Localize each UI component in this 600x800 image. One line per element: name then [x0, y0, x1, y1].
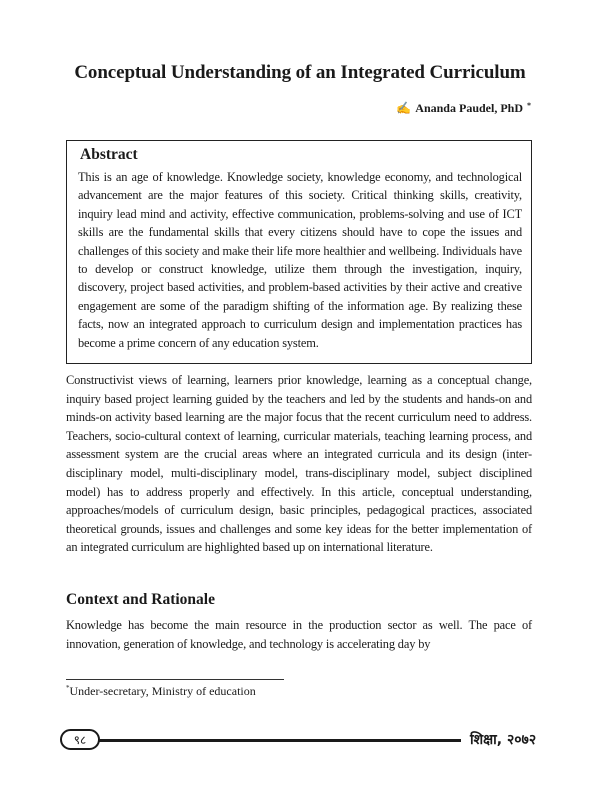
- abstract-text: This is an age of knowledge. Knowledge society, knowledge economy, and technological advancement are the major features of this society. Critical thinking skills, creativity, inquiry lead mind and activity, effective communication, problems-solving and use of ICT skills are the fundamental skills that every citizens should have to cope the issues and challenges of this society and make their life more healthier and wellbeing. Individuals have to develop or construct knowledge, utilize them through the investigation, inquiry, discovery, project based activities, and problem-based activities by their active and creative engagement are some of the paradigm shifting of the information age. By realizing these facts, now an integrated approach to curriculum design and implementation practices has become a prime concern of any education system.: [78, 170, 522, 350]
- journal-name: शिक्षा, २०७२: [470, 732, 537, 748]
- footnote-divider: [66, 679, 284, 680]
- author-line: [396, 101, 531, 116]
- footnote-text: Under-secretary, Ministry of education: [69, 684, 256, 698]
- abstract-heading: Abstract: [80, 146, 138, 163]
- abstract-box: [66, 140, 532, 364]
- body-paragraph: Constructivist views of learning, learners prior knowledge, learning as a conceptual change, inquiry based project learning guided by the teachers and led by the students and hands-on and minds-on activity based learning are the major focus that the recent curriculum need to address. Teachers, socio-cultural context of learning, curricular materials, teaching learning process, and assessment system are the crucial areas where an integrated curricula and its design (inter-disciplinary model, multi-disciplinary model, trans-disciplinary model, subject disciplined model) has to address properly and effectively. In this article, conceptual understanding, approaches/models of curriculum design, basic principles, pedagogical practices, associated theoretical grounds, issues and challenges and some key ideas for the better implementation of an integrated curriculum are highlighted based up on international literature.: [66, 373, 532, 555]
- author-footnote-mark: *: [527, 101, 531, 110]
- footnote-mark: *: [66, 684, 70, 692]
- pen-icon: ✍: [396, 101, 412, 115]
- footnote: [66, 684, 256, 699]
- footer-rule: [95, 739, 461, 742]
- page-number: ९८: [60, 729, 100, 750]
- section-heading: Context and Rationale: [66, 591, 215, 608]
- article-title: Conceptual Understanding of an Integrated Curriculum: [74, 62, 526, 83]
- author-name: Ananda Paudel, PhD: [415, 101, 523, 115]
- section-paragraph: Knowledge has become the main resource in the production sector as well. The pace of innovation, generation of knowledge, and technology is accelerating day by: [66, 618, 532, 651]
